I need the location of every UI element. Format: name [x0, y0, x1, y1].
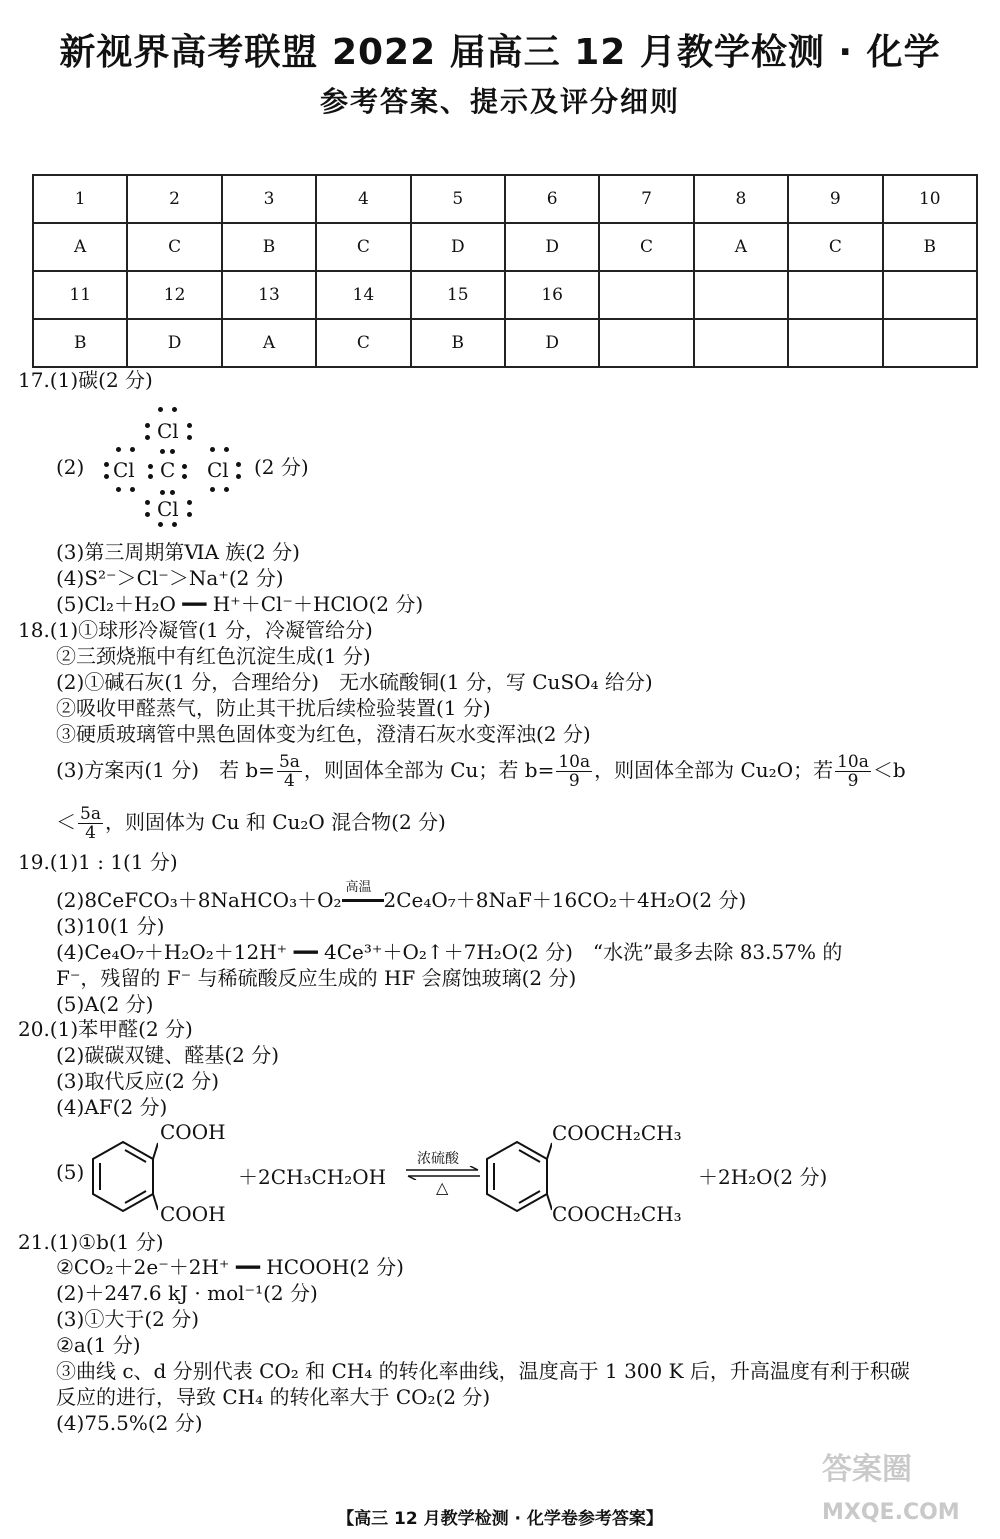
q17-line-5: (5)Cl₂＋H₂O ━━ H⁺＋Cl⁻＋HClO(2 分): [56, 592, 424, 616]
fraction-5a-over-4-b: $\frac{5a}{4}$: [80, 804, 101, 843]
answer-table-cell: 11: [33, 271, 127, 319]
q21-line-8: (4)75.5%(2 分): [56, 1411, 203, 1435]
q18-line-2: ②三颈烧瓶中有红色沉淀生成(1 分): [56, 644, 371, 668]
water-product: ＋2H₂O(2 分): [698, 1165, 828, 1189]
answer-table-cell: 15: [411, 271, 505, 319]
answer-table-cell: 12: [127, 271, 221, 319]
answer-table-cell: 14: [316, 271, 410, 319]
q18-l6-text-c: ，则固体全部为 Cu₂O；若: [594, 758, 834, 782]
answer-table-cell: D: [127, 319, 221, 367]
lewis-c-center: C: [160, 458, 176, 482]
answer-table-cell: D: [411, 223, 505, 271]
answer-table-cell: 13: [222, 271, 316, 319]
q19-line-3: (3)10(1 分): [56, 914, 165, 938]
catalyst-label: 浓硫酸: [417, 1151, 459, 1167]
q17-line-3: (3)第三周期第ⅥA 族(2 分): [56, 540, 300, 564]
q20-line-5-label: (5): [56, 1160, 85, 1184]
answer-table-cell: A: [33, 223, 127, 271]
q18-l7-text-b: ，则固体为 Cu 和 Cu₂O 混合物(2 分): [104, 810, 446, 834]
lewis-structure-ccl4: [100, 402, 250, 530]
answer-table-cell: A: [694, 223, 788, 271]
answer-table-cell: 9: [788, 175, 882, 223]
answer-table-cell: 3: [222, 175, 316, 223]
answer-table-cell: [694, 271, 788, 319]
heat-symbol: △: [436, 1178, 449, 1197]
answer-table-cell: B: [33, 319, 127, 367]
q19-line-2: [56, 880, 747, 912]
answer-table-cell: [883, 271, 977, 319]
equation-arrow-high-temp: 高温: [342, 888, 384, 912]
q19-l2-text-a: (2)8CeFCO₃＋8NaHCO₃＋O₂: [56, 888, 342, 912]
answer-table-row: [33, 175, 977, 223]
answer-table-cell: 8: [694, 175, 788, 223]
ester-bottom: COOCH₂CH₃: [552, 1202, 682, 1226]
watermark-logo: 答案圈: [822, 1452, 912, 1487]
answer-table-cell: C: [599, 223, 693, 271]
answer-table-cell: [788, 271, 882, 319]
fraction-10a-over-9-b: $\frac{10a}{9}$: [837, 752, 869, 791]
answer-table-cell: 7: [599, 175, 693, 223]
answer-table-row: [33, 223, 977, 271]
answer-table-cell: [599, 271, 693, 319]
q21-line-2: ②CO₂＋2e⁻＋2H⁺ ━━ HCOOH(2 分): [56, 1255, 404, 1279]
q18-line-3: (2)①碱石灰(1 分，合理给分) 无水硫酸铜(1 分，写 CuSO₄ 给分): [56, 670, 653, 694]
answer-table-cell: C: [127, 223, 221, 271]
q17-line-2-prefix: (2): [56, 455, 85, 479]
document-subtitle: 参考答案、提示及评分细则: [319, 85, 680, 118]
fraction-5a-over-4: $\frac{5a}{4}$: [278, 752, 300, 791]
answer-table-cell: 2: [127, 175, 221, 223]
q20-line-2: (2)碳碳双键、醛基(2 分): [56, 1043, 280, 1067]
q18-line-6: [56, 748, 906, 792]
reversible-arrow: [404, 1148, 482, 1198]
answer-table-cell: C: [316, 223, 410, 271]
phthalic-acid-ring-icon: [88, 1138, 158, 1216]
q21-line-5: ②a(1 分): [56, 1333, 141, 1357]
fraction-10a-over-9: $\frac{10a}{9}$: [558, 752, 591, 791]
answer-table-cell: [599, 319, 693, 367]
lewis-cl-top: Cl: [157, 419, 179, 443]
q21-line-4: (3)①大于(2 分): [56, 1307, 200, 1331]
answer-table-row: [33, 271, 977, 319]
answer-table-row: [33, 319, 977, 367]
answer-table: [32, 174, 978, 368]
document-title: 新视界高考联盟 2022 届高三 12 月教学检测 · 化学: [59, 32, 941, 73]
q18-l7-text-a: ＜: [56, 810, 76, 834]
answer-table-cell: [694, 319, 788, 367]
q20-line-1: 20.(1)苯甲醛(2 分): [18, 1017, 193, 1041]
q17-line-2-suffix: (2 分): [254, 455, 309, 479]
answer-table-cell: D: [505, 223, 599, 271]
answer-table-cell: 6: [505, 175, 599, 223]
answer-table-cell: 5: [411, 175, 505, 223]
ester-top: COOCH₂CH₃: [552, 1121, 682, 1145]
q20-line-3: (3)取代反应(2 分): [56, 1069, 220, 1093]
q17-line-4: (4)S²⁻＞Cl⁻＞Na⁺(2 分): [56, 566, 284, 590]
answer-table-cell: D: [505, 319, 599, 367]
q18-line-1: 18.(1)①球形冷凝管(1 分，冷凝管给分): [18, 618, 373, 642]
q18-line-7: [56, 800, 446, 844]
q19-line-4: (4)Ce₄O₇＋H₂O₂＋12H⁺ ━━ 4Ce³⁺＋O₂↑＋7H₂O(2 分) “水洗”最多去除 83.57% 的: [56, 940, 843, 964]
page-footer: 【高三 12 月教学检测 · 化学卷参考答案】: [337, 1509, 663, 1529]
q19-line-6: (5)A(2 分): [56, 992, 154, 1016]
q18-l6-text-a: (3)方案丙(1 分) 若 b=: [56, 758, 275, 782]
lewis-cl-left: Cl: [113, 458, 135, 482]
q21-line-1: 21.(1)①b(1 分): [18, 1230, 164, 1254]
watermark-url: MXQE.COM: [822, 1500, 960, 1525]
q18-l6-text-d: ＜b: [872, 758, 906, 782]
q19-line-5: F⁻，残留的 F⁻ 与稀硫酸反应生成的 HF 会腐蚀玻璃(2 分): [56, 966, 577, 990]
lewis-cl-bottom: Cl: [157, 497, 179, 521]
answer-table-cell: [788, 319, 882, 367]
q18-line-5: ③硬质玻璃管中黑色固体变为红色，澄清石灰水变浑浊(2 分): [56, 722, 591, 746]
answer-table-cell: 16: [505, 271, 599, 319]
q20-line-4: (4)AF(2 分): [56, 1095, 168, 1119]
answer-table-cell: [883, 319, 977, 367]
q21-line-6: ③曲线 c、d 分别代表 CO₂ 和 CH₄ 的转化率曲线，温度高于 1 300 K 后，升高温度有利于积碳: [56, 1359, 910, 1383]
q19-l2-text-b: 2Ce₄O₇＋8NaF＋16CO₂＋4H₂O(2 分): [383, 888, 747, 912]
answer-table-cell: A: [222, 319, 316, 367]
answer-table-cell: B: [883, 223, 977, 271]
q19-line-1: 19.(1)1 : 1(1 分): [18, 850, 178, 874]
answer-table-cell: C: [316, 319, 410, 367]
cooh-top: COOH: [160, 1120, 226, 1144]
q21-line-7: 反应的进行，导致 CH₄ 的转化率大于 CO₂(2 分): [56, 1385, 491, 1409]
q17-line-1: 17.(1)碳(2 分): [18, 368, 153, 392]
answer-table-cell: B: [411, 319, 505, 367]
diethyl-phthalate-ring-icon: [482, 1138, 552, 1216]
q18-l6-text-b: ，则固体全部为 Cu；若 b=: [303, 758, 555, 782]
lewis-cl-right: Cl: [207, 458, 229, 482]
answer-table-cell: C: [788, 223, 882, 271]
q18-line-4: ②吸收甲醛蒸气，防止其干扰后续检验装置(1 分): [56, 696, 491, 720]
ethanol-reagent: ＋2CH₃CH₂OH: [238, 1165, 387, 1189]
answer-table-cell: 10: [883, 175, 977, 223]
answer-table-cell: 1: [33, 175, 127, 223]
answer-table-cell: 4: [316, 175, 410, 223]
q21-line-3: (2)＋247.6 kJ · mol⁻¹(2 分): [56, 1281, 318, 1305]
answer-table-cell: B: [222, 223, 316, 271]
cooh-bottom: COOH: [160, 1202, 226, 1226]
